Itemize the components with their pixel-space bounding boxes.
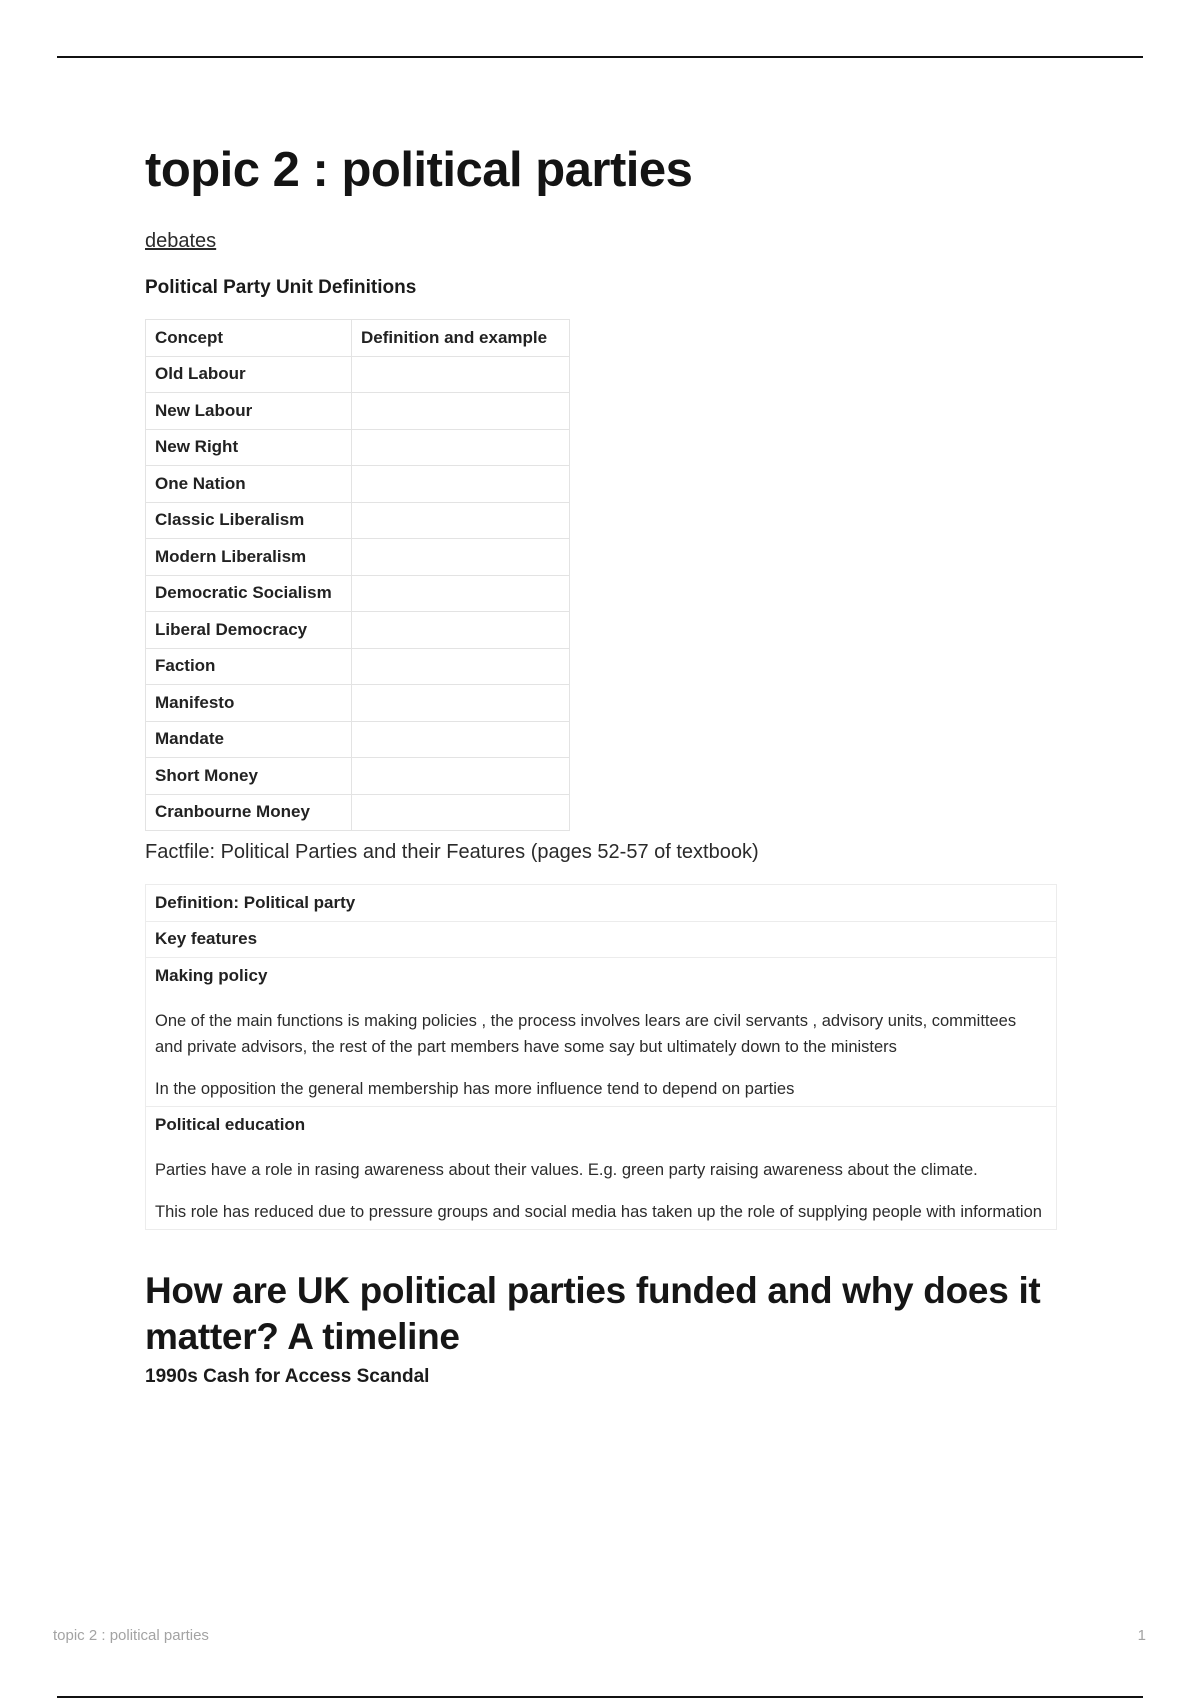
table-row [146, 721, 570, 758]
concept-cell: New Right [146, 429, 352, 466]
header-concept: Concept [146, 320, 352, 357]
table-row [146, 539, 570, 576]
making-policy-cell [146, 958, 1057, 1107]
definition-cell[interactable] [352, 794, 570, 831]
definition-cell[interactable] [352, 466, 570, 503]
header-definition: Definition and example [352, 320, 570, 357]
page-content [145, 140, 1065, 1388]
definitions-section-label: Political Party Unit Definitions [145, 277, 417, 298]
table-row [146, 1107, 1057, 1230]
key-features-row: Key features [146, 921, 1057, 958]
factfile-caption: Factfile: Political Parties and their Features (pages 52-57 of textbook) [145, 841, 759, 863]
concept-cell: New Labour [146, 393, 352, 430]
definition-cell[interactable] [352, 356, 570, 393]
definition-cell[interactable] [352, 393, 570, 430]
bottom-rule [57, 1696, 1143, 1698]
definition-cell[interactable] [352, 612, 570, 649]
concept-cell: Classic Liberalism [146, 502, 352, 539]
definition-cell[interactable] [352, 721, 570, 758]
table-row [146, 612, 570, 649]
funding-subheading: 1990s Cash for Access Scandal [145, 1366, 430, 1387]
definition-cell[interactable] [352, 575, 570, 612]
cell-spacer [155, 1102, 1047, 1106]
table-row [146, 794, 570, 831]
table-row [146, 502, 570, 539]
definition-cell[interactable] [352, 539, 570, 576]
concept-cell: Democratic Socialism [146, 575, 352, 612]
footer-doc-title: topic 2 : political parties [53, 1627, 209, 1644]
concept-cell: Manifesto [146, 685, 352, 722]
footer-page-number: 1 [1137, 1627, 1146, 1644]
table-row [146, 885, 1057, 922]
debates-link[interactable]: debates [145, 230, 217, 252]
concept-cell: Modern Liberalism [146, 539, 352, 576]
table-row [146, 648, 570, 685]
concept-cell: Short Money [146, 758, 352, 795]
making-policy-heading: Making policy [155, 966, 268, 985]
factfile-table [145, 884, 1057, 1230]
funding-heading: How are UK political parties funded and why does it matter? A timeline [145, 1270, 1041, 1357]
concept-cell: Liberal Democracy [146, 612, 352, 649]
table-row [146, 429, 570, 466]
table-row [146, 466, 570, 503]
table-row [146, 575, 570, 612]
concept-cell: Mandate [146, 721, 352, 758]
table-row [146, 758, 570, 795]
political-education-paragraph: Parties have a role in rasing awareness about their values. E.g. green party raising awareness about the climate. [155, 1161, 978, 1179]
definition-cell[interactable] [352, 758, 570, 795]
concept-cell: Old Labour [146, 356, 352, 393]
making-policy-paragraph: One of the main functions is making policies , the process involves lears are civil servants , advisory units, committees and private advisors, the rest of the part members have some say but ultimately down to the ministers [155, 1012, 1017, 1056]
definition-cell[interactable] [352, 502, 570, 539]
definition-cell[interactable] [352, 429, 570, 466]
concept-cell: Cranbourne Money [146, 794, 352, 831]
table-row [146, 356, 570, 393]
definitions-table [145, 319, 570, 831]
political-education-heading: Political education [155, 1115, 306, 1134]
definition-row: Definition: Political party [146, 885, 1057, 922]
table-row [146, 685, 570, 722]
concept-cell: One Nation [146, 466, 352, 503]
definition-cell[interactable] [352, 648, 570, 685]
page-title: topic 2 : political parties [145, 143, 693, 197]
top-rule [57, 56, 1143, 58]
concept-cell: Faction [146, 648, 352, 685]
political-education-paragraph: This role has reduced due to pressure groups and social media has taken up the role of supplying people with information [155, 1203, 1042, 1221]
table-row [146, 958, 1057, 1107]
table-row [146, 393, 570, 430]
cell-spacer [155, 1225, 1047, 1229]
table-header-row [146, 320, 570, 357]
definition-cell[interactable] [352, 685, 570, 722]
making-policy-paragraph: In the opposition the general membership has more influence tend to depend on parties [155, 1080, 795, 1098]
political-education-cell [146, 1107, 1057, 1230]
table-row [146, 921, 1057, 958]
